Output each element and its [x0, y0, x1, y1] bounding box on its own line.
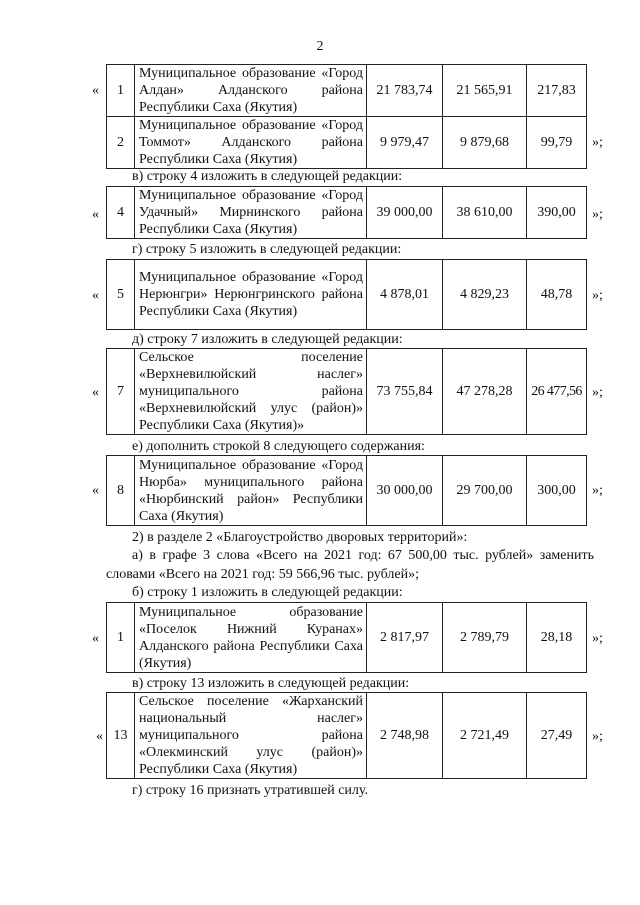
row-number: 5	[107, 260, 135, 330]
value-federal: 29 700,00	[443, 456, 527, 526]
table-row	[107, 260, 587, 330]
municipality-name: Муниципальное образование «Город Удачный» Мирнинского района Республики Саха (Якутия)	[135, 187, 367, 239]
table-rows-1-2	[106, 64, 587, 169]
value-regional: 390,00	[527, 187, 587, 239]
table-row	[107, 349, 587, 435]
row-number: 1	[107, 603, 135, 673]
table-row-7	[106, 348, 587, 435]
row-number: 8	[107, 456, 135, 526]
row-number: 7	[107, 349, 135, 435]
instruction-line: е) дополнить строкой 8 следующего содержания:	[132, 439, 425, 454]
instruction-line: б) строку 1 изложить в следующей редакции:	[132, 585, 403, 600]
close-quote: »;	[592, 631, 603, 646]
value-total: 21 783,74	[367, 65, 443, 117]
instruction-line: в) строку 13 изложить в следующей редакции:	[132, 676, 410, 691]
municipality-name: Сельское поселение «Жарханский национальный наслег» муниципального района «Олекминский улус (район)» Республики Саха (Якутия)	[135, 693, 367, 779]
page-number: 2	[316, 39, 324, 54]
value-regional: 26 477,56	[527, 349, 587, 435]
municipality-name: Муниципальное образование «Город Нюрба» муниципального района «Нюрбинский район» Республики Саха (Якутия)	[135, 456, 367, 526]
value-federal: 4 829,23	[443, 260, 527, 330]
close-quote: »;	[592, 288, 603, 303]
value-total: 2 817,97	[367, 603, 443, 673]
value-total: 4 878,01	[367, 260, 443, 330]
row-number: 2	[107, 117, 135, 169]
value-federal: 38 610,00	[443, 187, 527, 239]
open-quote: «	[92, 631, 99, 646]
open-quote: «	[92, 83, 99, 98]
close-quote: »;	[592, 729, 603, 744]
instruction-line: в) строку 4 изложить в следующей редакции:	[132, 169, 403, 184]
value-regional: 217,83	[527, 65, 587, 117]
value-total: 2 748,98	[367, 693, 443, 779]
table-row-1-courtyards	[106, 602, 587, 673]
municipality-name: Муниципальное образование «Город Томмот» Алданского района Республики Саха (Якутия)	[135, 117, 367, 169]
close-quote: »;	[592, 207, 603, 222]
table-row-4	[106, 186, 587, 239]
table-row	[107, 693, 587, 779]
value-total: 39 000,00	[367, 187, 443, 239]
table-row-13	[106, 692, 587, 779]
value-federal: 2 721,49	[443, 693, 527, 779]
table-row	[107, 187, 587, 239]
municipality-name: Муниципальное образование «Город Нерюнгри» Нерюнгринского района Республики Саха (Якутия)	[135, 260, 367, 330]
instruction-line: д) строку 7 изложить в следующей редакции:	[132, 332, 403, 347]
close-quote: »;	[592, 483, 603, 498]
close-quote: »;	[592, 135, 603, 150]
value-regional: 99,79	[527, 117, 587, 169]
table-row	[107, 456, 587, 526]
row-number: 13	[107, 693, 135, 779]
open-quote: «	[92, 483, 99, 498]
value-regional: 28,18	[527, 603, 587, 673]
open-quote: «	[96, 729, 103, 744]
open-quote: «	[92, 207, 99, 222]
open-quote: «	[92, 385, 99, 400]
municipality-name: Муниципальное образование «Поселок Нижний Куранах» Алданского района Республики Саха (Якутия)	[135, 603, 367, 673]
table-row-8	[106, 455, 587, 526]
close-quote: »;	[592, 385, 603, 400]
value-total: 73 755,84	[367, 349, 443, 435]
value-regional: 48,78	[527, 260, 587, 330]
instruction-line: а) в графе 3 слова «Всего на 2021 год: 67 500,00 тыс. рублей» заменить	[132, 548, 594, 563]
municipality-name: Сельское поселение «Верхневилюйский наслег» муниципального района «Верхневилюйский улус (район)» Республики Саха (Якутия)»	[135, 349, 367, 435]
value-federal: 9 879,68	[443, 117, 527, 169]
table-row	[107, 65, 587, 117]
row-number: 4	[107, 187, 135, 239]
value-federal: 47 278,28	[443, 349, 527, 435]
municipality-name: Муниципальное образование «Город Алдан» Алданского района Республики Саха (Якутия)	[135, 65, 367, 117]
table-row	[107, 603, 587, 673]
instruction-line: г) строку 16 признать утратившей силу.	[132, 783, 369, 798]
value-federal: 2 789,79	[443, 603, 527, 673]
section-line: 2) в разделе 2 «Благоустройство дворовых территорий»:	[132, 530, 468, 545]
table-row-5	[106, 259, 587, 330]
value-regional: 300,00	[527, 456, 587, 526]
value-total: 9 979,47	[367, 117, 443, 169]
value-federal: 21 565,91	[443, 65, 527, 117]
instruction-line: г) строку 5 изложить в следующей редакции:	[132, 242, 402, 257]
value-regional: 27,49	[527, 693, 587, 779]
table-row	[107, 117, 587, 169]
open-quote: «	[92, 288, 99, 303]
instruction-line: словами «Всего на 2021 год: 59 566,96 тыс. рублей»;	[106, 567, 419, 582]
value-total: 30 000,00	[367, 456, 443, 526]
row-number: 1	[107, 65, 135, 117]
